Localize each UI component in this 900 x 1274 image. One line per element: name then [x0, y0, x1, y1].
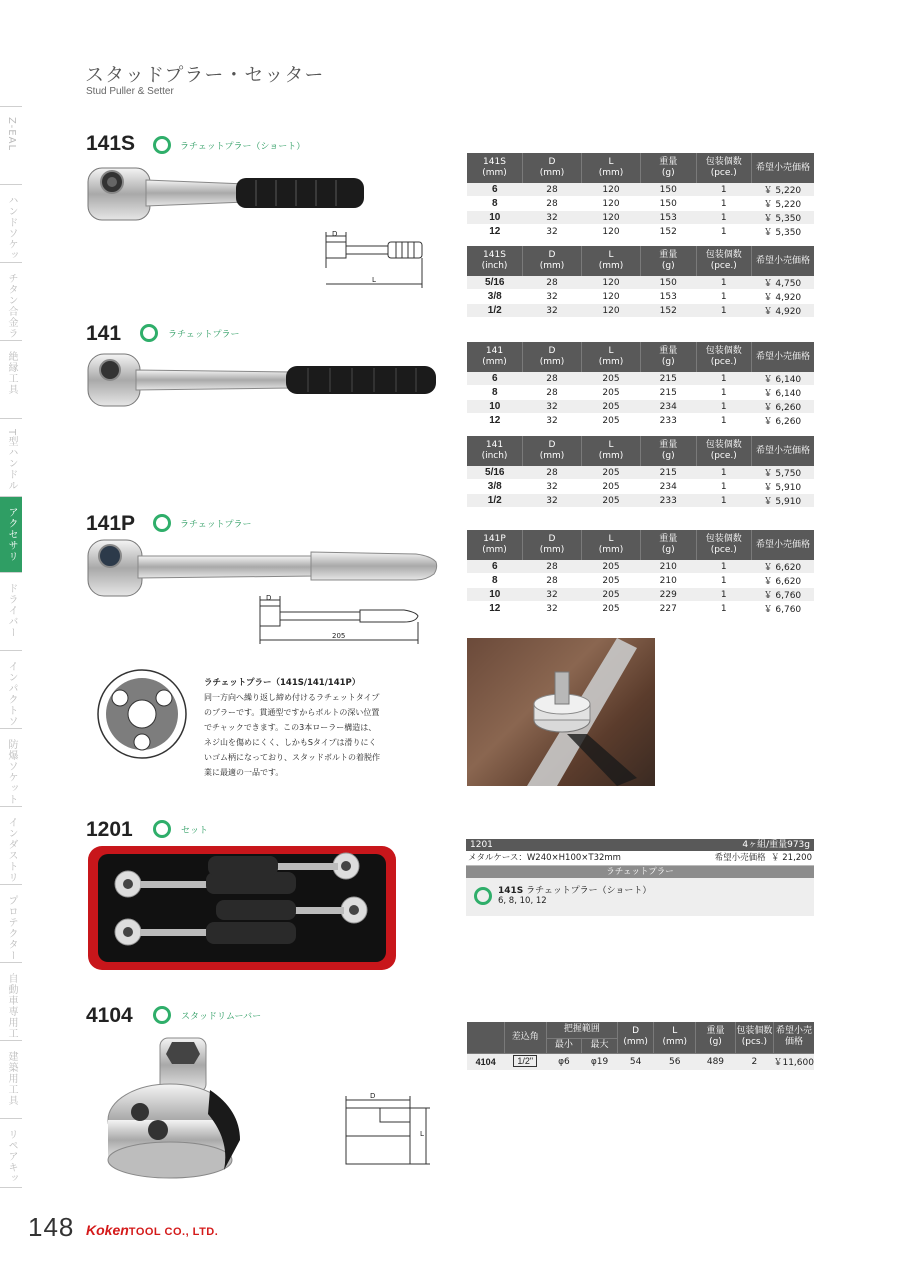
usage-photo: [467, 638, 655, 786]
table-cell: 233: [640, 494, 696, 508]
table-cell: 32: [523, 414, 582, 428]
spec-table-141-mm: [467, 342, 814, 428]
table-header: L (mm): [582, 342, 641, 372]
table-cell: 120: [582, 276, 641, 290]
table-cell: ￥ 5,750: [752, 466, 814, 480]
table-cell: 10: [467, 400, 523, 414]
dim-l-141s: L: [372, 276, 376, 284]
table-header: D (mm): [523, 436, 582, 466]
table-cell: 1: [696, 197, 752, 211]
table-row: [467, 480, 814, 494]
table-cell: 28: [523, 574, 582, 588]
dim-d-141p: D: [266, 594, 272, 602]
table-row: [467, 494, 814, 508]
table-header: 包装個数 (pce.): [696, 153, 752, 183]
table-cell: 1: [696, 183, 752, 197]
table-cell: 10: [467, 588, 523, 602]
table-cell: 120: [582, 183, 641, 197]
table-header: D (mm): [523, 530, 582, 560]
spec-table-141-inch: [467, 436, 814, 508]
table-cell: 215: [640, 466, 696, 480]
table-header: L (mm): [582, 436, 641, 466]
table-cell: 1: [696, 276, 752, 290]
table-cell: ￥ 6,760: [752, 588, 814, 602]
set-1201-panel: [466, 839, 814, 916]
table-cell: 205: [582, 372, 641, 386]
table-cell: 32: [523, 480, 582, 494]
col-grip: 把握範囲: [546, 1022, 617, 1038]
table-cell: 120: [582, 225, 641, 239]
table-cell: ￥ 5,220: [752, 197, 814, 211]
table-cell: 12: [467, 225, 523, 239]
table-cell: ￥ 5,910: [752, 494, 814, 508]
table-cell: 120: [582, 304, 641, 318]
table-cell: 1: [696, 466, 752, 480]
table-cell: 215: [640, 372, 696, 386]
sidebar-tab[interactable]: 防爆ソケット: [0, 728, 22, 806]
table-cell: 32: [523, 602, 582, 616]
table-cell: ￥ 6,620: [752, 560, 814, 574]
sidebar-tab[interactable]: Z-EAL: [0, 106, 22, 184]
table-header: 包装個数 (pce.): [696, 342, 752, 372]
table-header: L (mm): [582, 530, 641, 560]
table-row: [467, 574, 814, 588]
table-cell: 1/2: [467, 304, 523, 318]
table-cell: 205: [582, 480, 641, 494]
table-cell: 234: [640, 480, 696, 494]
table-row: [467, 183, 814, 197]
description-title: ラチェットプラー（141S/141/141P）: [204, 678, 361, 688]
dimension-drawing-141p: [254, 592, 434, 652]
table-cell: 1: [696, 574, 752, 588]
table-row: [467, 560, 814, 574]
table-cell: 233: [640, 414, 696, 428]
table-cell: 152: [640, 225, 696, 239]
table-cell: ￥ 5,350: [752, 211, 814, 225]
table-header: 141P (mm): [467, 530, 523, 560]
set-item: [466, 878, 814, 916]
sidebar-tab[interactable]: チタン合金ラ: [0, 262, 22, 340]
table-header: 141S (mm): [467, 153, 523, 183]
table-header: 希望小売価格: [752, 246, 814, 276]
table-cell: 1: [696, 372, 752, 386]
roller-mechanism-diagram: [96, 668, 188, 760]
table-cell: 205: [582, 400, 641, 414]
set-count-weight: 4ヶ組/重量973g: [742, 840, 810, 850]
spec-table-141s-mm: [467, 153, 814, 239]
ring-icon: [140, 324, 158, 342]
cell-qty: 2: [735, 1053, 773, 1070]
set-header: [466, 839, 814, 851]
table-cell: 32: [523, 588, 582, 602]
table-cell: 1: [696, 414, 752, 428]
table-cell: 234: [640, 400, 696, 414]
col-qty: 包装個数 (pcs.): [735, 1022, 773, 1053]
table-cell: 120: [582, 197, 641, 211]
table-header: 希望小売価格: [752, 153, 814, 183]
product-code-1201: 1201: [86, 818, 133, 841]
sidebar-tab[interactable]: T型ハンドル: [0, 418, 22, 496]
table-header: 141 (inch): [467, 436, 523, 466]
table-row: [467, 225, 814, 239]
dim-l-141p: 205: [332, 632, 346, 640]
product-image-141: [86, 348, 446, 414]
set-item-sizes: 6, 8, 10, 12: [498, 896, 547, 906]
table-cell: 6: [467, 372, 523, 386]
sidebar-tab[interactable]: 絶縁工具: [0, 340, 22, 418]
table-cell: 8: [467, 386, 523, 400]
set-case: メタルケース：W240×H100×T32mm: [468, 853, 621, 863]
product-label-4104: スタッドリムーバー: [181, 1012, 262, 1022]
table-row: [467, 276, 814, 290]
table-cell: 32: [523, 494, 582, 508]
table-row: [467, 211, 814, 225]
table-cell: ￥ 4,750: [752, 276, 814, 290]
table-row: [467, 290, 814, 304]
set-price: ￥ 21,200: [771, 853, 812, 863]
description-body: 同一方向へ繰り返し締め付けるラチェットタイプのプラーです。貫通型ですからボルトの深い位置でチャックできます。この3本ローラー構造は、ネジ山を傷めにくく、しかもSタイプは滑りにくいゴム柄になっており、スタッドボルトの着脱作業に最適の一品です。: [204, 693, 380, 777]
table-header: D (mm): [523, 342, 582, 372]
dimension-drawing-141s: [318, 228, 434, 290]
table-header: 希望小売価格: [752, 530, 814, 560]
table-cell: 215: [640, 386, 696, 400]
set-item-code: 141S: [498, 886, 524, 896]
col-d: D (mm): [617, 1022, 653, 1053]
table-cell: ￥ 4,920: [752, 290, 814, 304]
table-cell: 1: [696, 560, 752, 574]
table-row: [467, 386, 814, 400]
cell-max: φ19: [582, 1053, 618, 1070]
table-cell: ￥ 6,140: [752, 372, 814, 386]
dim-l-4104: L: [420, 1130, 424, 1138]
product-code-4104: 4104: [86, 1004, 133, 1027]
dim-d-141s: D: [332, 230, 338, 238]
col-drive: 差込角: [504, 1022, 546, 1053]
table-row: [467, 304, 814, 318]
table-cell: 12: [467, 414, 523, 428]
table-cell: 210: [640, 574, 696, 588]
spec-table-141s-inch: [467, 246, 814, 318]
ring-icon: [474, 887, 492, 905]
table-header: 希望小売価格: [752, 342, 814, 372]
table-header: 重量 (g): [640, 436, 696, 466]
spec-table-4104: [467, 1022, 814, 1070]
table-cell: 8: [467, 574, 523, 588]
table-cell: 1: [696, 480, 752, 494]
table-row: [467, 414, 814, 428]
set-info-row: [466, 851, 814, 866]
table-cell: 152: [640, 304, 696, 318]
table-cell: 120: [582, 290, 641, 304]
col-empty: [467, 1022, 504, 1053]
table-header: L (mm): [582, 246, 641, 276]
product-code-141s: 141S: [86, 132, 136, 155]
table-cell: 1: [696, 290, 752, 304]
table-header: 141S (inch): [467, 246, 523, 276]
table-header: 重量 (g): [640, 246, 696, 276]
cell-drive: 1/2": [504, 1053, 546, 1070]
table-cell: 150: [640, 197, 696, 211]
table-cell: 3/8: [467, 480, 523, 494]
table-cell: 8: [467, 197, 523, 211]
table-cell: ￥ 5,220: [752, 183, 814, 197]
table-header: 包装個数 (pce.): [696, 436, 752, 466]
product-code-141: 141: [86, 322, 122, 345]
table-cell: 205: [582, 574, 641, 588]
ring-icon: [153, 1006, 171, 1024]
ring-icon: [153, 136, 171, 154]
table-row: [467, 466, 814, 480]
sidebar-tab[interactable]: インダストリ: [0, 806, 22, 884]
product-label-141: ラチェットプラー: [168, 330, 240, 340]
table-cell: 1: [696, 386, 752, 400]
set-price-label: 希望小売価格: [714, 853, 766, 863]
table-cell: 205: [582, 560, 641, 574]
table-cell: ￥ 6,140: [752, 386, 814, 400]
table-cell: 1: [696, 602, 752, 616]
product-code-141p: 141P: [86, 512, 136, 535]
set-code: 1201: [470, 840, 493, 850]
table-cell: 205: [582, 386, 641, 400]
table-cell: 150: [640, 183, 696, 197]
table-row: [467, 588, 814, 602]
table-cell: ￥ 5,910: [752, 480, 814, 494]
set-section-label: ラチェットプラー: [466, 866, 814, 878]
table-cell: ￥ 6,760: [752, 602, 814, 616]
sidebar-tab[interactable]: 自動車専用工: [0, 962, 22, 1040]
table-cell: 1: [696, 588, 752, 602]
cell-weight: 489: [696, 1053, 736, 1070]
table-cell: 32: [523, 304, 582, 318]
table-cell: 28: [523, 466, 582, 480]
sidebar-tab[interactable]: インパクトソ: [0, 650, 22, 728]
table-cell: 1: [696, 400, 752, 414]
table-cell: 5/16: [467, 466, 523, 480]
table-header: 包装個数 (pce.): [696, 246, 752, 276]
cell-l: 56: [654, 1053, 696, 1070]
cell-price: ￥11,600: [773, 1053, 814, 1070]
table-cell: 227: [640, 602, 696, 616]
table-header: 希望小売価格: [752, 436, 814, 466]
ring-icon: [153, 820, 171, 838]
table-header: 重量 (g): [640, 153, 696, 183]
table-cell: 1: [696, 225, 752, 239]
table-cell: ￥ 5,350: [752, 225, 814, 239]
table-header: D (mm): [523, 246, 582, 276]
table-cell: 3/8: [467, 290, 523, 304]
col-weight: 重量 (g): [696, 1022, 736, 1053]
table-cell: 205: [582, 466, 641, 480]
table-cell: 28: [523, 372, 582, 386]
sidebar-tab[interactable]: ハンドソケッ: [0, 184, 22, 262]
table-row: [467, 372, 814, 386]
table-header: 包装個数 (pce.): [696, 530, 752, 560]
table-header: 重量 (g): [640, 530, 696, 560]
table-cell: 120: [582, 211, 641, 225]
table-row: [467, 400, 814, 414]
sidebar-tab[interactable]: リペアキッ: [0, 1118, 22, 1188]
col-max: 最大: [582, 1038, 618, 1053]
cell-code: 4104: [467, 1053, 504, 1070]
table-cell: 32: [523, 225, 582, 239]
page-number: 148: [28, 1212, 75, 1242]
table-cell: 12: [467, 602, 523, 616]
table-cell: 210: [640, 560, 696, 574]
product-label-141s: ラチェットプラー（ショート）: [180, 142, 306, 152]
col-price: 希望小売 価格: [773, 1022, 814, 1053]
table-cell: 28: [523, 386, 582, 400]
table-header: 重量 (g): [640, 342, 696, 372]
table-cell: 28: [523, 560, 582, 574]
sidebar-tab[interactable]: 建築用工具: [0, 1040, 22, 1118]
table-cell: 32: [523, 290, 582, 304]
sidebar-tab[interactable]: プロテクター: [0, 884, 22, 962]
table-cell: 153: [640, 290, 696, 304]
table-cell: 205: [582, 602, 641, 616]
product-image-1201: [88, 846, 396, 970]
col-l: L (mm): [654, 1022, 696, 1053]
table-cell: 205: [582, 588, 641, 602]
table-cell: 150: [640, 276, 696, 290]
page-subtitle: Stud Puller & Setter: [86, 86, 174, 97]
table-cell: 205: [582, 414, 641, 428]
col-min: 最小: [546, 1038, 581, 1053]
table-cell: 28: [523, 197, 582, 211]
ring-icon: [153, 514, 171, 532]
spec-table-141p-mm: [467, 530, 814, 616]
table-cell: 6: [467, 560, 523, 574]
table-header: L (mm): [582, 153, 641, 183]
product-image-141s: [86, 160, 376, 230]
table-cell: 28: [523, 276, 582, 290]
table-cell: 153: [640, 211, 696, 225]
table-cell: 32: [523, 211, 582, 225]
sidebar-tab[interactable]: ドライバー: [0, 572, 22, 650]
table-cell: 205: [582, 494, 641, 508]
table-cell: 32: [523, 400, 582, 414]
brand-logo: KokenTOOL CO., LTD.: [86, 1222, 219, 1238]
product-label-1201: セット: [181, 826, 209, 836]
dimension-drawing-4104: [340, 1090, 436, 1170]
table-cell: 10: [467, 211, 523, 225]
table-cell: 1: [696, 304, 752, 318]
table-cell: ￥ 4,920: [752, 304, 814, 318]
table-row: [467, 197, 814, 211]
table-cell: 229: [640, 588, 696, 602]
set-item-name: ラチェットプラー（ショート）: [526, 886, 652, 896]
table-header: 141 (mm): [467, 342, 523, 372]
product-image-4104: [100, 1030, 250, 1180]
product-label-141p: ラチェットプラー: [180, 520, 252, 530]
sidebar-tab[interactable]: アクセサリ: [0, 496, 22, 572]
table-row: [467, 602, 814, 616]
table-cell: ￥ 6,260: [752, 414, 814, 428]
table-cell: ￥ 6,260: [752, 400, 814, 414]
page-title: スタッドプラー・セッター: [85, 64, 325, 86]
table-cell: ￥ 6,620: [752, 574, 814, 588]
cell-d: 54: [617, 1053, 653, 1070]
table-header: D (mm): [523, 153, 582, 183]
table-cell: 1/2: [467, 494, 523, 508]
table-cell: 1: [696, 494, 752, 508]
table-cell: 1: [696, 211, 752, 225]
table-cell: 5/16: [467, 276, 523, 290]
cell-min: φ6: [546, 1053, 581, 1070]
table-cell: 6: [467, 183, 523, 197]
dim-d-4104: D: [370, 1092, 376, 1100]
table-cell: 28: [523, 183, 582, 197]
